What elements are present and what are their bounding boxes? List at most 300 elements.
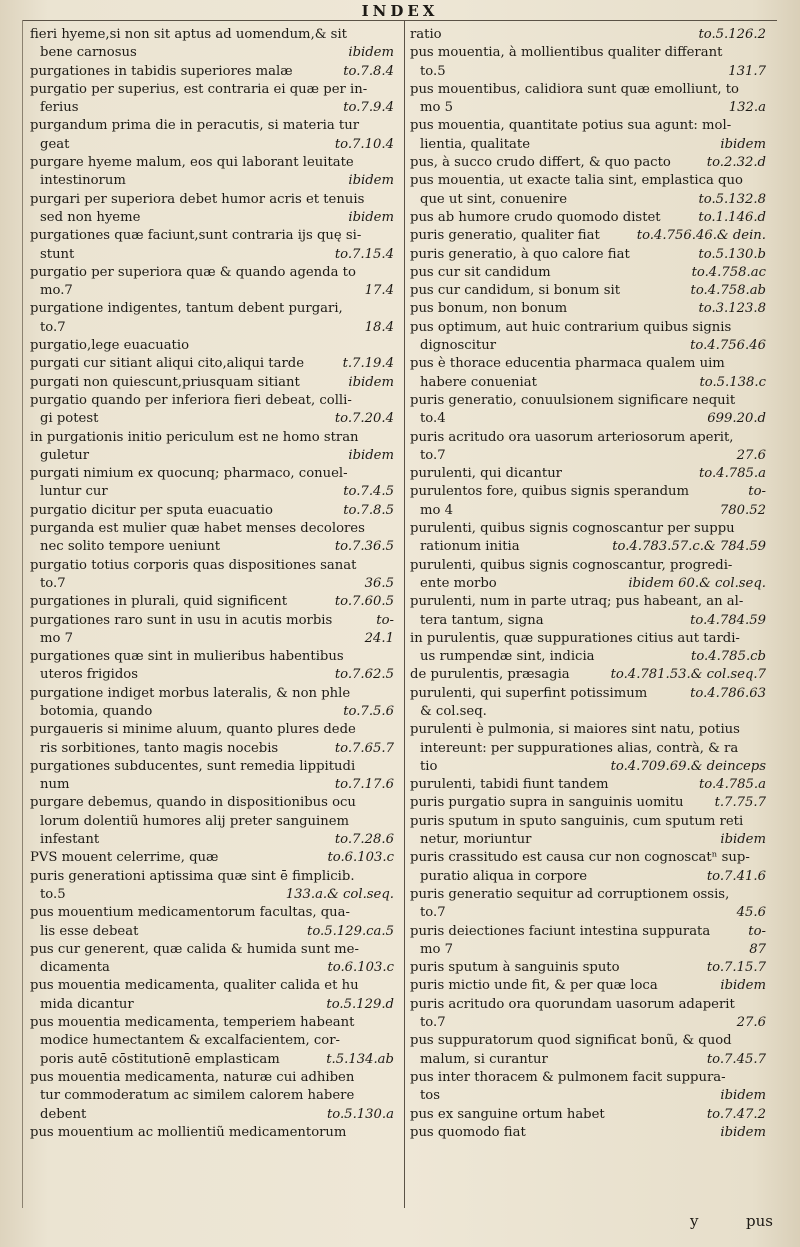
entry-line <box>410 246 766 264</box>
entry-reference: ibidem <box>348 447 394 463</box>
entry-text: pus mouentia, à mollientibus qualiter differant <box>410 45 723 61</box>
entry-text: mo 4 <box>420 502 454 518</box>
entry-line <box>410 429 766 447</box>
entry-line <box>30 209 394 227</box>
index-entry <box>410 959 766 977</box>
entry-line <box>410 776 766 794</box>
index-entry <box>410 1069 766 1106</box>
entry-reference: to.5.132.8 <box>698 191 766 207</box>
entry-text: puris deiectiones faciunt intestina suppurata <box>410 923 711 939</box>
entry-text: stunt <box>40 246 75 262</box>
entry-reference: ibidem <box>348 209 394 225</box>
entry-line <box>410 392 766 410</box>
index-entry <box>30 941 394 978</box>
left-rule <box>22 20 23 1208</box>
entry-line <box>410 447 766 465</box>
entry-text: pus optimum, aut huic contrarium quibus signis <box>410 319 732 335</box>
entry-line <box>30 996 394 1014</box>
entry-line <box>410 1106 766 1124</box>
entry-reference: 27.6 <box>736 1015 766 1031</box>
entry-text: num <box>40 777 70 793</box>
entry-line <box>30 1106 394 1124</box>
entry-text: uteros frigidos <box>40 667 139 683</box>
entry-line <box>410 923 766 941</box>
entry-reference: ibidem <box>348 374 394 390</box>
entry-line <box>30 1087 394 1105</box>
entry-reference: to.4.785.cb <box>691 649 766 665</box>
entry-text: puris generatio, qualiter fiat <box>410 228 600 244</box>
entry-text: debent <box>40 1106 87 1122</box>
entry-text: purulenti, qui superfint potissimum <box>410 685 648 701</box>
entry-text: purgati cur sitiant aliqui cito,aliqui tarde <box>30 356 305 372</box>
entry-text: dicamenta <box>40 960 110 976</box>
entry-line <box>30 392 394 410</box>
entry-text: nec solito tempore ueniunt <box>40 539 221 555</box>
entry-text: sed non hyeme <box>40 209 141 225</box>
entry-text: pus mouentium medicamentorum facultas, qua- <box>30 905 350 921</box>
entry-reference: t.7.19.4 <box>342 356 394 372</box>
entry-line <box>30 776 394 794</box>
entry-text: mida dicantur <box>40 996 134 1012</box>
entry-reference: to.7.5.6 <box>343 703 394 719</box>
entry-line <box>410 81 766 99</box>
entry-reference: to.4.758.ab <box>690 283 766 299</box>
index-entry <box>410 264 766 282</box>
entry-text: pus, à succo crudo differt, & quo pacto <box>410 155 671 171</box>
index-entry <box>30 794 394 849</box>
entry-line <box>410 904 766 922</box>
entry-text: botomia, quando <box>40 703 153 719</box>
entry-text: guletur <box>40 447 90 463</box>
index-entry <box>30 63 394 81</box>
entry-reference: to.7.28.6 <box>334 832 394 848</box>
entry-line <box>30 868 394 886</box>
entry-reference: ibidem <box>348 45 394 61</box>
entry-reference: 24.1 <box>364 630 394 646</box>
index-entry <box>30 612 394 649</box>
entry-reference: to.4.783.57.c.& 784.59 <box>612 539 766 555</box>
entry-reference: to.4.786.63 <box>690 685 766 701</box>
entry-line <box>30 941 394 959</box>
index-entry <box>30 355 394 373</box>
entry-line <box>30 99 394 117</box>
entry-line <box>410 227 766 245</box>
entry-line <box>30 886 394 904</box>
index-entry <box>410 392 766 429</box>
entry-text: pus mouentia medicamenta, temperiem habeant <box>30 1015 355 1031</box>
entry-line <box>30 1032 394 1050</box>
entry-text: purgationes quæ sint in mulieribus habentibus <box>30 649 344 665</box>
entry-text: pus mouentibus, calidiora sunt quæ emolliunt, to <box>410 81 739 97</box>
entry-text: intereunt: per suppurationes alias, contrà, & ra <box>420 740 739 756</box>
index-entry <box>410 483 766 520</box>
entry-text: habere conueniat <box>420 374 537 390</box>
index-entry <box>410 81 766 118</box>
entry-line <box>30 410 394 428</box>
entry-text: puris generationi aptissima quæ sint ē fimplicib. <box>30 868 355 884</box>
entry-text: to.7 <box>420 1015 446 1031</box>
index-entry <box>30 520 394 557</box>
entry-text: puris crassitudo est causa cur non cognoscatⁿ sup- <box>410 850 750 866</box>
entry-reference: to.5.126.2 <box>698 27 766 42</box>
entry-reference: ibidem <box>720 1088 766 1104</box>
entry-reference: 36.5 <box>364 575 394 591</box>
index-entry <box>410 593 766 630</box>
index-entry <box>410 886 766 923</box>
entry-reference: to.7.36.5 <box>334 539 394 555</box>
entry-line <box>30 904 394 922</box>
entry-text: purgare debemus, quando in dispositionibus ocu <box>30 795 356 811</box>
index-entry <box>30 374 394 392</box>
entry-text: PVS mouent celerrime, quæ <box>30 850 219 866</box>
index-entry <box>410 721 766 776</box>
index-entry <box>410 849 766 886</box>
entry-reference: to.7.41.6 <box>706 868 766 884</box>
entry-text: lientia, qualitate <box>420 136 530 152</box>
entry-line <box>30 429 394 447</box>
index-entry <box>30 593 394 611</box>
index-entry <box>410 1106 766 1124</box>
entry-text: purulenti, tabidi fiunt tandem <box>410 777 609 793</box>
entry-text: modice humectantem & excalfacientem, cor- <box>40 1033 340 1049</box>
entry-text: purgatio per superiora quæ & quando agenda to <box>30 264 356 280</box>
entry-reference: to.7.15.7 <box>706 960 766 976</box>
entry-reference: ibidem <box>720 832 766 848</box>
entry-reference: to.3.123.8 <box>698 301 766 317</box>
entry-text: malum, si curantur <box>420 1051 548 1067</box>
entry-line <box>30 282 394 300</box>
entry-line <box>30 1051 394 1069</box>
index-entry <box>410 977 766 995</box>
entry-text: puris sputum à sanguinis sputo <box>410 960 620 976</box>
index-entry <box>410 355 766 392</box>
entry-line <box>410 26 766 44</box>
entry-reference: 27.6 <box>736 447 766 463</box>
entry-line <box>410 758 766 776</box>
entry-text: puris acritudo ora quorundam uasorum adaperit <box>410 996 735 1012</box>
entry-line <box>410 996 766 1014</box>
index-entry <box>30 868 394 905</box>
index-entry <box>410 923 766 960</box>
entry-text: pus bonum, non bonum <box>410 301 568 317</box>
index-entry <box>410 227 766 245</box>
entry-text: to.7 <box>420 905 446 921</box>
entry-line <box>410 1124 766 1142</box>
entry-text: pus quomodo fiat <box>410 1124 526 1140</box>
entry-line <box>410 941 766 959</box>
entry-reference: to.7.47.2 <box>706 1106 766 1122</box>
index-entry <box>410 776 766 794</box>
entry-text: purgati non quiescunt,priusquam sitiant <box>30 374 300 390</box>
entry-line <box>410 154 766 172</box>
index-entry <box>410 172 766 209</box>
entry-reference: 87 <box>749 941 766 957</box>
entry-reference: 18.4 <box>364 319 394 335</box>
index-entry <box>30 685 394 722</box>
entry-reference: to.4.784.59 <box>690 612 766 628</box>
index-entry <box>30 227 394 264</box>
entry-line <box>30 666 394 684</box>
entry-line <box>410 959 766 977</box>
index-entry <box>30 392 394 429</box>
entry-line <box>30 502 394 520</box>
page-footer <box>0 1212 800 1236</box>
index-entry <box>410 666 766 684</box>
entry-text: purganda est mulier quæ habet menses decolores <box>30 521 365 537</box>
entry-text: mo 7 <box>420 941 454 957</box>
index-entry <box>30 904 394 941</box>
entry-reference: t.5.134.ab <box>326 1051 394 1067</box>
entry-line <box>410 1032 766 1050</box>
index-entry <box>30 977 394 1014</box>
right-column <box>410 26 766 1142</box>
column-divider <box>404 20 405 1208</box>
entry-text: tera tantum, signa <box>420 612 544 628</box>
entry-line <box>410 502 766 520</box>
entry-text: puris mictio unde fit, & per quæ loca <box>410 978 658 994</box>
entry-line <box>410 886 766 904</box>
entry-text: puris generatio, conuulsionem significare nequit <box>410 392 736 408</box>
index-entry <box>410 282 766 300</box>
entry-text: puris acritudo ora uasorum arteriosorum aperit, <box>410 429 734 445</box>
entry-text: mo 5 <box>420 100 454 116</box>
entry-text: pus mouentia, ut exacte talia sint, emplastica quo <box>410 173 743 189</box>
entry-line <box>410 612 766 630</box>
entry-line <box>30 465 394 483</box>
index-entry <box>410 520 766 557</box>
entry-reference: to.7.10.4 <box>334 136 394 152</box>
entry-reference: to.6.103.c <box>327 960 394 976</box>
entry-line <box>30 81 394 99</box>
entry-line <box>410 191 766 209</box>
entry-text: pus ex sanguine ortum habet <box>410 1106 605 1122</box>
entry-reference: to.4.785.a <box>698 777 766 793</box>
entry-line <box>410 483 766 501</box>
index-entry <box>30 81 394 118</box>
entry-line <box>410 703 766 721</box>
index-entry <box>410 465 766 483</box>
entry-reference: 45.6 <box>736 905 766 921</box>
index-entry <box>30 721 394 758</box>
entry-text: tio <box>420 758 438 774</box>
entry-line <box>410 374 766 392</box>
entry-reference: 17.4 <box>364 283 394 299</box>
entry-text: purulenti, quibus signis cognoscantur per suppu <box>410 521 735 537</box>
entry-line <box>410 337 766 355</box>
entry-text: purgationes quæ faciunt,sunt contraria ijs quę si- <box>30 228 362 244</box>
entry-line <box>410 319 766 337</box>
entry-text: puris generatio, à quo calore fiat <box>410 246 630 262</box>
entry-text: purulentos fore, quibus signis sperandum <box>410 484 690 500</box>
entry-line <box>410 465 766 483</box>
entry-line <box>410 136 766 154</box>
entry-text: pus mouentia medicamenta, naturæ cui adhiben <box>30 1069 355 1085</box>
entry-text: to.4 <box>420 411 446 427</box>
entry-line <box>30 264 394 282</box>
entry-line <box>410 282 766 300</box>
index-entry <box>410 26 766 44</box>
entry-line <box>30 538 394 556</box>
entry-line <box>410 740 766 758</box>
entry-reference: ibidem 60.& col.seq. <box>628 575 766 591</box>
index-entry <box>30 648 394 685</box>
entry-line <box>410 1069 766 1087</box>
entry-text: poris autē cōstitutionē emplasticam <box>40 1051 280 1067</box>
entry-line <box>30 1014 394 1032</box>
entry-line <box>410 977 766 995</box>
index-entry <box>410 630 766 667</box>
entry-reference: to.5.129.ca.5 <box>307 923 394 939</box>
entry-text: purgatio dicitur per sputa euacuatio <box>30 502 273 518</box>
entry-text: purgati nimium ex quocunq; pharmaco, conuel- <box>30 466 348 482</box>
entry-line <box>410 849 766 867</box>
entry-text: pus cur candidum, si bonum sit <box>410 283 621 299</box>
index-entry <box>30 849 394 867</box>
entry-text: tur commoderatum ac similem calorem habere <box>40 1088 355 1104</box>
entry-text: netur, moriuntur <box>420 832 532 848</box>
entry-line <box>30 959 394 977</box>
entry-reference: to.7.4.5 <box>343 484 394 500</box>
entry-text: purulenti è pulmonia, si maiores sint natu, potius <box>410 722 740 738</box>
entry-line <box>410 520 766 538</box>
index-entry <box>30 154 394 191</box>
entry-text: infestant <box>40 832 100 848</box>
entry-reference: ibidem <box>720 136 766 152</box>
entry-text: purgatio per superius, est contraria ei quæ per in- <box>30 81 368 97</box>
entry-line <box>30 849 394 867</box>
index-entry <box>30 1069 394 1124</box>
entry-text: ratio <box>410 27 442 42</box>
index-entry <box>30 557 394 594</box>
entry-reference: to.7.9.4 <box>343 100 394 116</box>
entry-line <box>410 264 766 282</box>
entry-line <box>410 538 766 556</box>
top-rule <box>22 20 777 21</box>
entry-line <box>30 685 394 703</box>
entry-text: rationum initia <box>420 539 520 555</box>
entry-line <box>410 63 766 81</box>
entry-line <box>410 557 766 575</box>
index-entry <box>410 117 766 154</box>
entry-text: ente morbo <box>420 575 497 591</box>
entry-text: purgatione indigentes, tantum debent purgari, <box>30 301 343 317</box>
entry-text: mo.7 <box>40 283 73 299</box>
entry-reference: to.7.17.6 <box>334 777 394 793</box>
entry-text: purgandum prima die in peracutis, si materia tur <box>30 118 360 134</box>
entry-text: in purulentis, quæ suppurationes citius aut tardi- <box>410 630 740 646</box>
entry-text: purgari per superiora debet humor acris et tenuis <box>30 191 365 207</box>
entry-reference: to.7.8.5 <box>343 502 394 518</box>
entry-reference: to.5.129.d <box>326 996 394 1012</box>
index-entry <box>30 1014 394 1069</box>
entry-line <box>30 977 394 995</box>
entry-line <box>30 703 394 721</box>
index-entry <box>30 117 394 154</box>
entry-line <box>410 593 766 611</box>
entry-line <box>30 758 394 776</box>
entry-reference: to.5.138.c <box>699 374 766 390</box>
entry-text: purgationes raro sunt in usu in acutis morbis <box>30 612 333 628</box>
entry-line <box>30 26 394 44</box>
entry-line <box>30 630 394 648</box>
entry-line <box>30 557 394 575</box>
entry-text: to.5 <box>40 886 66 902</box>
entry-text: puris purgatio supra in sanguinis uomitu <box>410 795 684 811</box>
index-entry <box>410 813 766 850</box>
entry-reference: ibidem <box>720 1124 766 1140</box>
entry-reference: to.6.103.c <box>327 850 394 866</box>
entry-text: purulenti, quibus signis cognoscantur, progredi- <box>410 557 733 573</box>
index-entry <box>410 685 766 722</box>
entry-reference: to- <box>376 612 394 628</box>
entry-line <box>410 648 766 666</box>
entry-line <box>410 794 766 812</box>
index-entry <box>410 996 766 1033</box>
entry-line <box>30 44 394 62</box>
entry-reference: to.4.756.46 <box>690 338 766 354</box>
entry-text: pus mouentium ac mollientiũ medicamentorum <box>30 1124 347 1140</box>
entry-reference: to.7.20.4 <box>334 411 394 427</box>
entry-text: que ut sint, conuenire <box>420 191 568 207</box>
entry-line <box>410 117 766 135</box>
running-head: INDEX <box>361 2 439 20</box>
entry-line <box>410 355 766 373</box>
entry-line <box>30 593 394 611</box>
entry-text: intestinorum <box>40 173 126 189</box>
entry-line <box>30 374 394 392</box>
entry-text: lis esse debeat <box>40 923 139 939</box>
entry-text: purgationes in plurali, quid significent <box>30 594 288 610</box>
entry-reference: to- <box>748 923 766 939</box>
catchword: pus <box>746 1212 773 1230</box>
index-entry <box>30 26 394 63</box>
entry-text: pus cur sit candidum <box>410 264 551 280</box>
entry-text: pus mouentia, quantitate potius sua agunt: mol- <box>410 118 732 134</box>
entry-line <box>410 575 766 593</box>
entry-reference: to- <box>748 484 766 500</box>
entry-text: lorum dolentiũ humores alij preter sanguinem <box>40 813 350 829</box>
entry-line <box>30 740 394 758</box>
index-entry <box>410 319 766 356</box>
entry-text: purgationes in tabidis superiores malæ <box>30 63 293 79</box>
index-entry <box>30 264 394 301</box>
signature-mark: y <box>690 1212 699 1230</box>
entry-reference: to.5.130.a <box>326 1106 394 1122</box>
entry-text: puratio aliqua in corpore <box>420 868 588 884</box>
entry-line <box>30 648 394 666</box>
index-entry <box>410 557 766 594</box>
entry-text: purgatio totius corporis quas dispositiones sanat <box>30 557 357 573</box>
entry-text: purgatio,lege euacuatio <box>30 338 190 354</box>
entry-text: to.5 <box>420 63 446 79</box>
entry-line <box>410 685 766 703</box>
index-entry <box>410 1032 766 1069</box>
entry-reference: 699.20.d <box>707 411 766 427</box>
entry-line <box>30 794 394 812</box>
entry-line <box>410 831 766 849</box>
entry-line <box>410 209 766 227</box>
entry-line <box>410 1051 766 1069</box>
entry-line <box>410 868 766 886</box>
entry-line <box>410 1087 766 1105</box>
entry-text: to.7 <box>40 319 66 335</box>
entry-reference: 132.a <box>728 100 766 116</box>
entry-text: purgatio quando per inferiora fieri debeat, colli- <box>30 392 352 408</box>
entry-line <box>30 154 394 172</box>
entry-line <box>30 923 394 941</box>
entry-line <box>410 721 766 739</box>
entry-text: to.7 <box>40 575 66 591</box>
